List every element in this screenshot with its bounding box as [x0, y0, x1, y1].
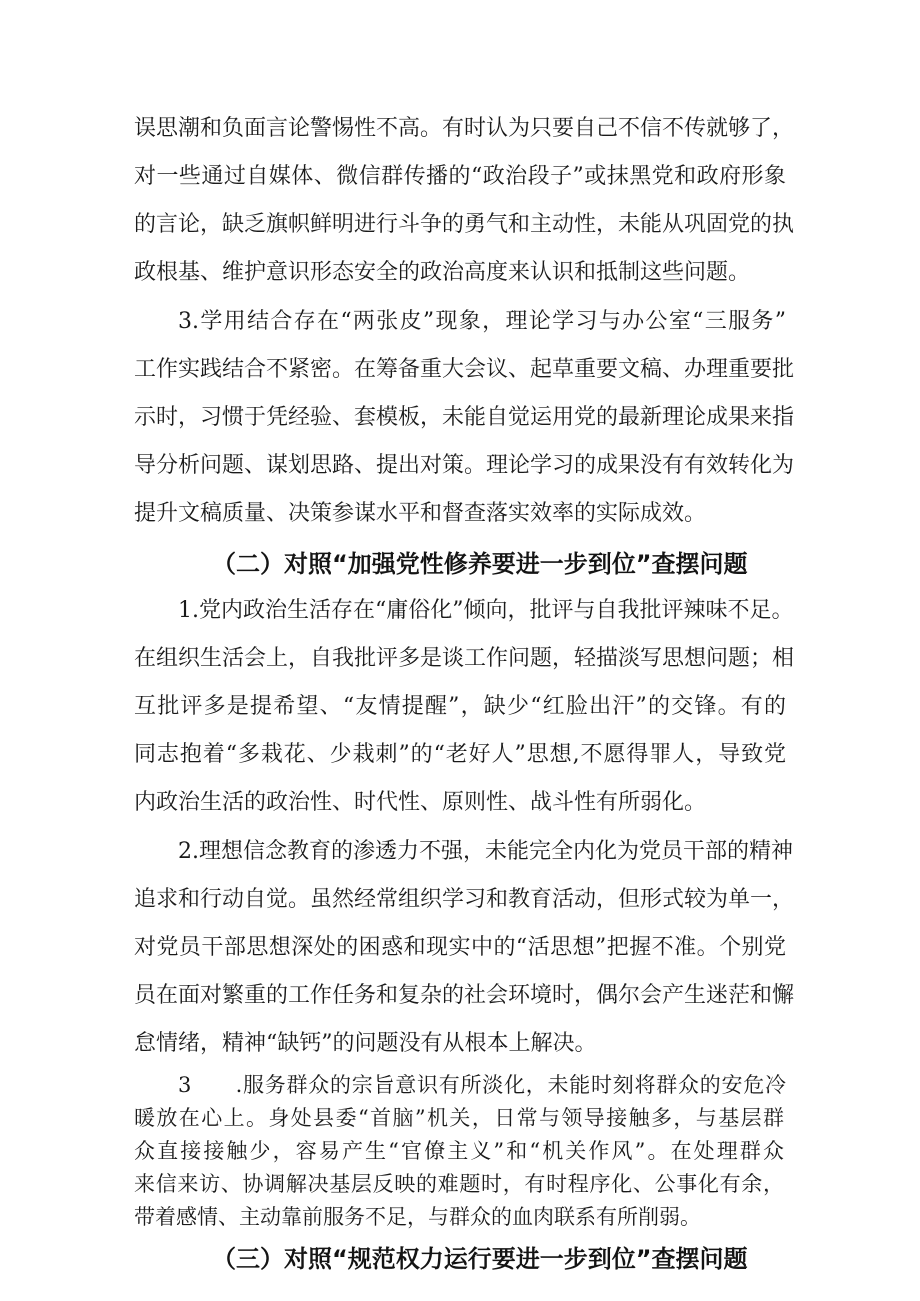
paragraph-line: 员在面对繁重的工作任务和复杂的社会环境时，偶尔会产生迷茫和懈 — [134, 983, 795, 1008]
paragraph-line: 同志抱着“多栽花、少栽刺”的“老好人”思想,不愿得罪人，导致党 — [134, 742, 786, 767]
paragraph-line: 内政治生活的政治性、时代性、原则性、战斗性有所弱化。 — [134, 790, 707, 815]
paragraph-line: 3.学用结合存在“两张皮”现象，理论学习与办公室“三服务” — [178, 309, 786, 334]
paragraph-line: 1.党内政治生活存在“庸俗化”倾向，批评与自我批评辣味不足。 — [178, 598, 794, 623]
paragraph-line: 带着感情、主动靠前服务不足，与群众的血肉联系有所削弱。 — [134, 1205, 701, 1229]
paragraph-line: 对一些通过自媒体、微信群传播的“政治段子”或抹黑党和政府形象 — [134, 164, 786, 189]
paragraph-line: 在组织生活会上，自我批评多是谈工作问题，轻描淡写思想问题；相 — [134, 646, 795, 671]
section-heading-3: （三）对照“规范权力运行要进一步到位”查摆问题 — [212, 1245, 748, 1273]
paragraph-line: 怠情绪，精神“缺钙”的问题没有从根本上解决。 — [134, 1031, 597, 1056]
paragraph-line: 的言论，缺乏旗帜鲜明进行斗争的勇气和主动性，未能从巩固党的执 — [134, 212, 795, 237]
paragraph-line: 来信来访、协调解决基层反映的难题时，有时程序化、公事化有余， — [134, 1172, 784, 1196]
section-heading-2: （二）对照“加强党性修养要进一步到位”查摆问题 — [212, 550, 748, 578]
paragraph-line: 对党员干部思想深处的困惑和现实中的“活思想”把握不准。个别党 — [134, 935, 786, 960]
paragraph-line: 示时，习惯于凭经验、套模板，未能自觉运用党的最新理论成果来指 — [134, 405, 795, 430]
paragraph-line: 导分析问题、谋划思路、提出对策。理论学习的成果没有有效转化为 — [134, 453, 795, 478]
paragraph-line: 众直接接触少，容易产生“官僚主义”和“机关作风”。在处理群众 — [134, 1139, 784, 1163]
paragraph-line: 追求和行动自觉。虽然经常组织学习和教育活动，但形式较为单一， — [134, 887, 795, 912]
paragraph-line: 3 .服务群众的宗旨意识有所淡化，未能时刻将群众的安危冷 — [178, 1073, 786, 1097]
paragraph-line: 政根基、维护意识形态安全的政治高度来认识和抵制这些问题。 — [134, 260, 751, 285]
paragraph-line: 2.理想信念教育的渗透力不强，未能完全内化为党员干部的精神 — [178, 839, 793, 864]
paragraph-line: 暖放在心上。身处县委“首脑”机关，日常与领导接触多，与基层群 — [134, 1106, 784, 1130]
paragraph-line: 工作实践结合不紧密。在筹备重大会议、起草重要文稿、办理重要批 — [134, 357, 795, 382]
paragraph-line: 误思潮和负面言论警惕性不高。有时认为只要自己不信不传就够了， — [134, 116, 795, 141]
paragraph-line: 提升文稿质量、决策参谋水平和督查落实效率的实际成效。 — [134, 501, 707, 526]
paragraph-line: 互批评多是提希望、“友情提醒”，缺少“红脸出汗”的交锋。有的 — [134, 694, 786, 719]
